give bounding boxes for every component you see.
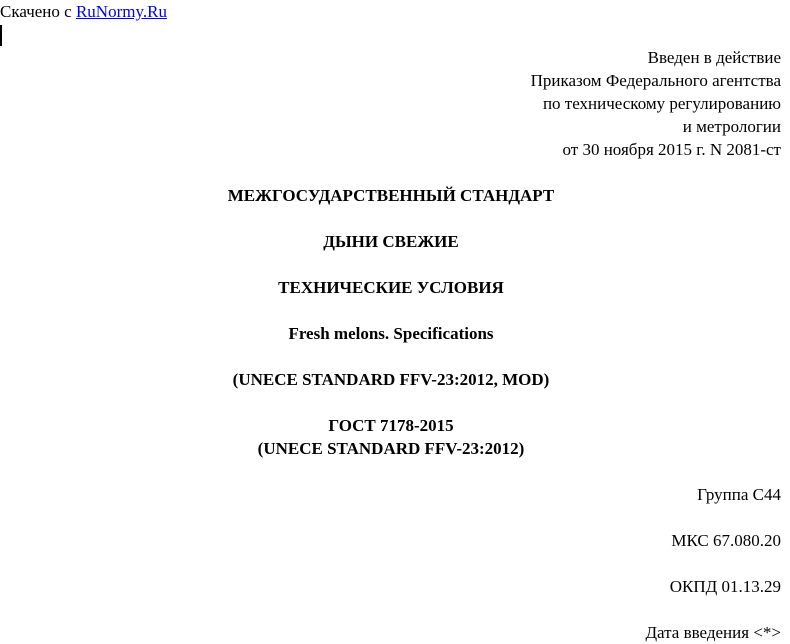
okpd-code: ОКПД 01.13.29 [669, 577, 781, 596]
group-code: Группа С44 [697, 485, 781, 504]
enactment-line-3: по техническому регулированию [542, 94, 781, 113]
text-cursor [0, 25, 2, 46]
unece-mod-reference: (UNECE STANDARD FFV-23:2012, MOD) [232, 370, 550, 389]
enactment-line-2: Приказом Федерального агентства [530, 71, 781, 90]
conditions-heading: ТЕХНИЧЕСКИЕ УСЛОВИЯ [278, 278, 504, 297]
introduction-date-label: Дата введения <*> [645, 623, 781, 642]
runormy-link[interactable]: RuNormy.Ru [75, 2, 167, 21]
downloaded-from-label: Скачено с [0, 2, 76, 21]
enactment-block [531, 46, 781, 161]
gost-number: ГОСТ 7178-2015 [328, 416, 454, 435]
product-heading: ДЫНИ СВЕЖИЕ [323, 232, 459, 251]
enactment-line-1: Введен в действие [647, 48, 781, 67]
gost-unece-reference: (UNECE STANDARD FFV-23:2012) [257, 439, 525, 458]
downloaded-from-notice [0, 2, 167, 22]
standard-type-heading: МЕЖГОСУДАРСТВЕННЫЙ СТАНДАРТ [227, 186, 555, 205]
english-title: Fresh melons. Specifications [288, 324, 494, 343]
enactment-line-4: и метрологии [682, 117, 781, 136]
enactment-line-5: от 30 ноября 2015 г. N 2081-ст [562, 140, 781, 159]
mks-code: МКС 67.080.20 [671, 531, 781, 550]
